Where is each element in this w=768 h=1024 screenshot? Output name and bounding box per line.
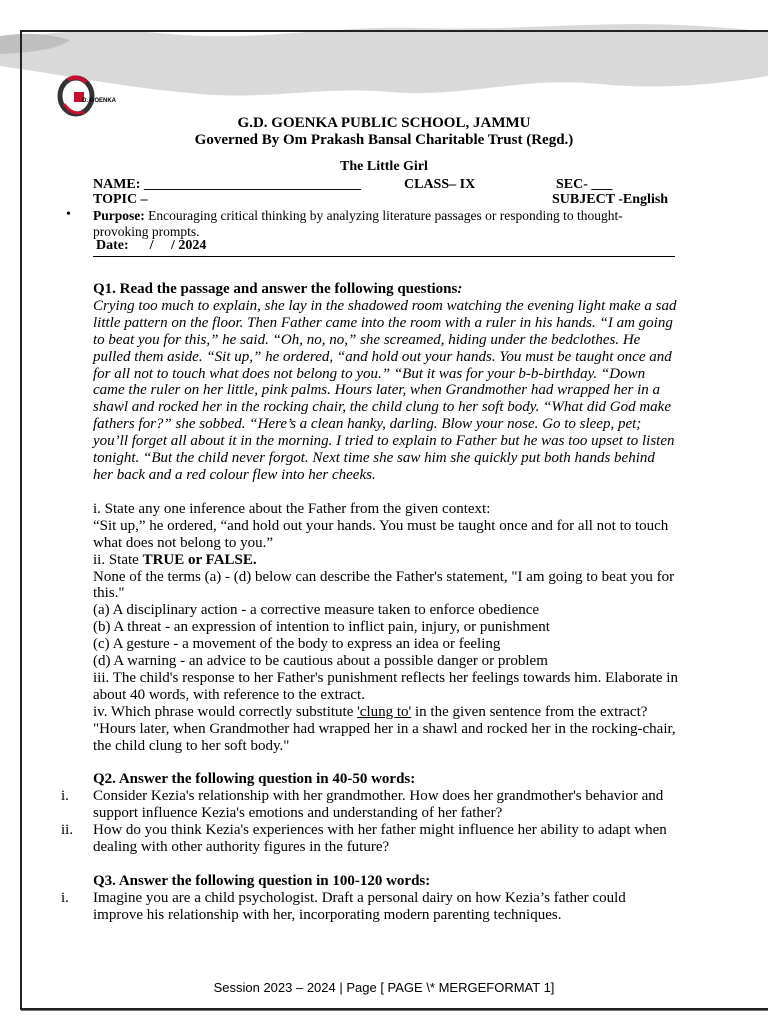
q3-heading: Q3. Answer the following question in 100-120 words: [93, 873, 431, 889]
class-field: CLASS– IX [404, 177, 476, 192]
worksheet-content [61, 281, 678, 924]
header-divider [93, 256, 675, 257]
q1-ii-prompt: ii. State TRUE or FALSE. [93, 551, 257, 568]
logo-text: D. GOENKA [82, 98, 117, 104]
q2-item-2: ii. How do you think Kezia's experiences with her father might influence her ability to adapt when dealing with other authority figures in the future? [61, 822, 667, 856]
date-field: Date: / / 2024 [96, 238, 207, 253]
bullet-icon: • [66, 207, 71, 222]
q2-item-1: i. Consider Kezia's relationship with her grandmother. How does her grandmother's behavior and support influence Kezia's emotions and understanding of her father? [61, 788, 664, 822]
subject-field: SUBJECT -English [552, 192, 669, 207]
q1-passage: Crying too much to explain, she lay in the shadowed room watching the evening light make a sad little pattern on the floor. Then Father came into the room with a ruler in his hands. “I am going to beat you for this,” he said. “Oh, no, no,” she screamed, hiding under the bedclothes. He pulled them aside. “Sit up,” he ordered, “and hold out your hands. You must be taught once and for all not to touch what does not belong to you.” “But it was for your b-b-birthday. “Down came the ruler on her little, pink palms. Hours later, when Grandmother had wrapped her in a shawl and rocked her in the rocking chair, the child clung to her soft body. “What did God make fathers for?” she sobbed. “Here’s a clean hanky, darling. Blow your nose. Go to sleep, pet; you’ll forget all about it in the morning. I tried to explain to Father but he was too upset to listen tonight. “But the child never forgot. Next time she saw him she quickly put both hands behind her back and a red colour flew into her cheeks. [93, 297, 677, 483]
q1-option-a: (a) A disciplinary action - a corrective measure taken to enforce obedience [93, 602, 540, 619]
q1-iv-quote: "Hours later, when Grandmother had wrapped her in a shawl and rocked her in the rocking-chair, the child clung to her soft body." [93, 720, 676, 754]
q1-iv-prompt: iv. Which phrase would correctly substitute 'clung to' in the given sentence from the extract? [93, 703, 648, 720]
worksheet-title: The Little Girl [340, 159, 428, 174]
section-field: SEC- ___ [556, 177, 613, 192]
q1-i-quote: “Sit up,” he ordered, “and hold out your hands. You must be taught once and for all not to touch what does not belong to you.” [93, 517, 669, 551]
q1-option-c: (c) A gesture - a movement of the body to express an idea or feeling [93, 636, 501, 653]
page-footer: Session 2023 – 2024 | Page [ PAGE \* MERGEFORMAT 1] [213, 980, 555, 995]
topic-field: TOPIC – [93, 192, 148, 207]
school-name: G.D. GOENKA PUBLIC SCHOOL, JAMMU [237, 115, 531, 131]
q1-iii-prompt: iii. The child's response to her Father's punishment reflects her feelings towards him. Elaborate in about 40 words, with reference to the extract. [93, 669, 678, 703]
name-field: NAME: _______________________________ [93, 177, 361, 192]
q1-heading: Q1. Read the passage and answer the following questions: [93, 281, 463, 297]
purpose-text: Encouraging critical thinking by analyzing literature passages or responding to thought-provoking prompts. [93, 208, 623, 239]
q1-option-d: (d) A warning - an advice to be cautious about a possible danger or problem [93, 653, 548, 670]
q2-heading: Q2. Answer the following question in 40-50 words: [93, 771, 416, 788]
q1-ii-statement: None of the terms (a) - (d) below can describe the Father's statement, "I am going to beat you for this." [93, 568, 675, 602]
q1-option-b: (b) A threat - an expression of intention to inflict pain, injury, or punishment [93, 619, 550, 636]
trust-name: Governed By Om Prakash Bansal Charitable Trust (Regd.) [194, 132, 574, 148]
q3-item-1: i. Imagine you are a child psychologist. Draft a personal dairy on how Kezia’s father could improve his relationship with her, incorporating modern parenting techniques. [61, 889, 626, 923]
purpose-statement [93, 208, 678, 240]
q1-i-prompt: i. State any one inference about the Father from the given context: [93, 500, 491, 517]
purpose-label: Purpose: [93, 208, 145, 223]
